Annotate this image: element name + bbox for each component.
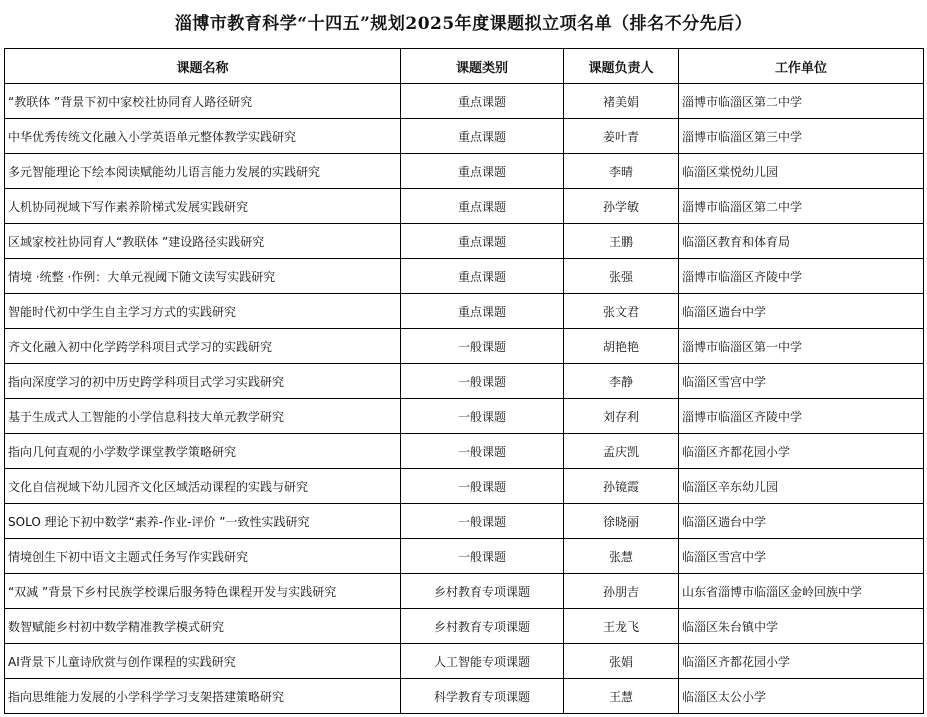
- project-name-cell: “教联体 ”背景下初中家校社协同育人路径研究: [5, 84, 401, 119]
- table-row: [5, 574, 924, 609]
- category-cell: 一般课题: [401, 504, 564, 539]
- category-cell: 乡村教育专项课题: [401, 609, 564, 644]
- unit-cell: 淄博市临淄区齐陵中学: [679, 399, 924, 434]
- project-name-cell: 中华优秀传统文化融入小学英语单元整体教学实践研究: [5, 119, 401, 154]
- project-name-cell: 指向深度学习的初中历史跨学科项目式学习实践研究: [5, 364, 401, 399]
- category-cell: 重点课题: [401, 154, 564, 189]
- table-row: [5, 224, 924, 259]
- project-name-cell: 齐文化融入初中化学跨学科项目式学习的实践研究: [5, 329, 401, 364]
- unit-cell: 临淄区雪宫中学: [679, 539, 924, 574]
- unit-cell: 临淄区朱台镇中学: [679, 609, 924, 644]
- unit-cell: 临淄区遄台中学: [679, 294, 924, 329]
- unit-cell: 临淄区教育和体育局: [679, 224, 924, 259]
- header-category: 课题类别: [401, 49, 564, 84]
- category-cell: 重点课题: [401, 84, 564, 119]
- leader-cell: 张强: [564, 259, 679, 294]
- unit-cell: 临淄区辛东幼儿园: [679, 469, 924, 504]
- category-cell: 重点课题: [401, 294, 564, 329]
- table-row: [5, 154, 924, 189]
- unit-cell: 临淄区雪宫中学: [679, 364, 924, 399]
- unit-cell: 临淄区棠悦幼儿园: [679, 154, 924, 189]
- unit-cell: 淄博市临淄区第二中学: [679, 84, 924, 119]
- table-row: [5, 189, 924, 224]
- leader-cell: 孙镜霞: [564, 469, 679, 504]
- table-row: [5, 609, 924, 644]
- category-cell: 一般课题: [401, 539, 564, 574]
- unit-cell: 淄博市临淄区第一中学: [679, 329, 924, 364]
- project-name-cell: 人机协同视域下写作素养阶梯式发展实践研究: [5, 189, 401, 224]
- category-cell: 乡村教育专项课题: [401, 574, 564, 609]
- unit-cell: 淄博市临淄区第二中学: [679, 189, 924, 224]
- project-name-cell: 数智赋能乡村初中数学精准教学模式研究: [5, 609, 401, 644]
- table-row: [5, 84, 924, 119]
- category-cell: 一般课题: [401, 434, 564, 469]
- table-row: [5, 364, 924, 399]
- leader-cell: 孟庆凯: [564, 434, 679, 469]
- table-row: [5, 329, 924, 364]
- unit-cell: 淄博市临淄区第三中学: [679, 119, 924, 154]
- table-row: [5, 644, 924, 679]
- project-name-cell: SOLO 理论下初中数学“素养-作业-评价 ”一致性实践研究: [5, 504, 401, 539]
- leader-cell: 张娟: [564, 644, 679, 679]
- category-cell: 一般课题: [401, 469, 564, 504]
- header-leader: 课题负责人: [564, 49, 679, 84]
- category-cell: 重点课题: [401, 224, 564, 259]
- page-title: 淄博市教育科学“十四五”规划2025年度课题拟立项名单（排名不分先后）: [174, 14, 753, 34]
- table-row: [5, 434, 924, 469]
- project-name-cell: “双减 ”背景下乡村民族学校课后服务特色课程开发与实践研究: [5, 574, 401, 609]
- category-cell: 重点课题: [401, 119, 564, 154]
- leader-cell: 徐晓丽: [564, 504, 679, 539]
- table-row: [5, 399, 924, 434]
- table-row: [5, 679, 924, 714]
- project-name-cell: 指向思维能力发展的小学科学学习支架搭建策略研究: [5, 679, 401, 714]
- table-row: [5, 469, 924, 504]
- leader-cell: 王龙飞: [564, 609, 679, 644]
- header-project-name: 课题名称: [5, 49, 401, 84]
- leader-cell: 王鹏: [564, 224, 679, 259]
- table-row: [5, 259, 924, 294]
- table-row: [5, 294, 924, 329]
- category-cell: 一般课题: [401, 364, 564, 399]
- leader-cell: 李晴: [564, 154, 679, 189]
- header-unit: 工作单位: [679, 49, 924, 84]
- unit-cell: 淄博市临淄区齐陵中学: [679, 259, 924, 294]
- leader-cell: 张慧: [564, 539, 679, 574]
- unit-cell: 临淄区齐都花园小学: [679, 434, 924, 469]
- project-name-cell: 情境 ·统整 ·作例：大单元视阈下随文读写实践研究: [5, 259, 401, 294]
- project-name-cell: 文化自信视域下幼儿园齐文化区域活动课程的实践与研究: [5, 469, 401, 504]
- table-row: [5, 119, 924, 154]
- leader-cell: 孙朋吉: [564, 574, 679, 609]
- project-name-cell: 多元智能理论下绘本阅读赋能幼儿语言能力发展的实践研究: [5, 154, 401, 189]
- category-cell: 一般课题: [401, 329, 564, 364]
- leader-cell: 刘存利: [564, 399, 679, 434]
- project-name-cell: AI背景下儿童诗欣赏与创作课程的实践研究: [5, 644, 401, 679]
- leader-cell: 褚美娟: [564, 84, 679, 119]
- project-table: [4, 48, 924, 714]
- leader-cell: 张文君: [564, 294, 679, 329]
- unit-cell: 临淄区齐都花园小学: [679, 644, 924, 679]
- category-cell: 重点课题: [401, 259, 564, 294]
- project-name-cell: 情境创生下初中语文主题式任务写作实践研究: [5, 539, 401, 574]
- table-row: [5, 504, 924, 539]
- leader-cell: 姜叶青: [564, 119, 679, 154]
- category-cell: 重点课题: [401, 189, 564, 224]
- unit-cell: 临淄区遄台中学: [679, 504, 924, 539]
- project-name-cell: 智能时代初中学生自主学习方式的实践研究: [5, 294, 401, 329]
- leader-cell: 孙学敏: [564, 189, 679, 224]
- category-cell: 一般课题: [401, 399, 564, 434]
- leader-cell: 胡艳艳: [564, 329, 679, 364]
- unit-cell: 山东省淄博市临淄区金岭回族中学: [679, 574, 924, 609]
- leader-cell: 李静: [564, 364, 679, 399]
- leader-cell: 王慧: [564, 679, 679, 714]
- category-cell: 科学教育专项课题: [401, 679, 564, 714]
- project-name-cell: 指向几何直观的小学数学课堂教学策略研究: [5, 434, 401, 469]
- project-name-cell: 基于生成式人工智能的小学信息科技大单元教学研究: [5, 399, 401, 434]
- category-cell: 人工智能专项课题: [401, 644, 564, 679]
- project-name-cell: 区域家校社协同育人“教联体 ”建设路径实践研究: [5, 224, 401, 259]
- unit-cell: 临淄区太公小学: [679, 679, 924, 714]
- table-row: [5, 539, 924, 574]
- table-header-row: [5, 49, 924, 84]
